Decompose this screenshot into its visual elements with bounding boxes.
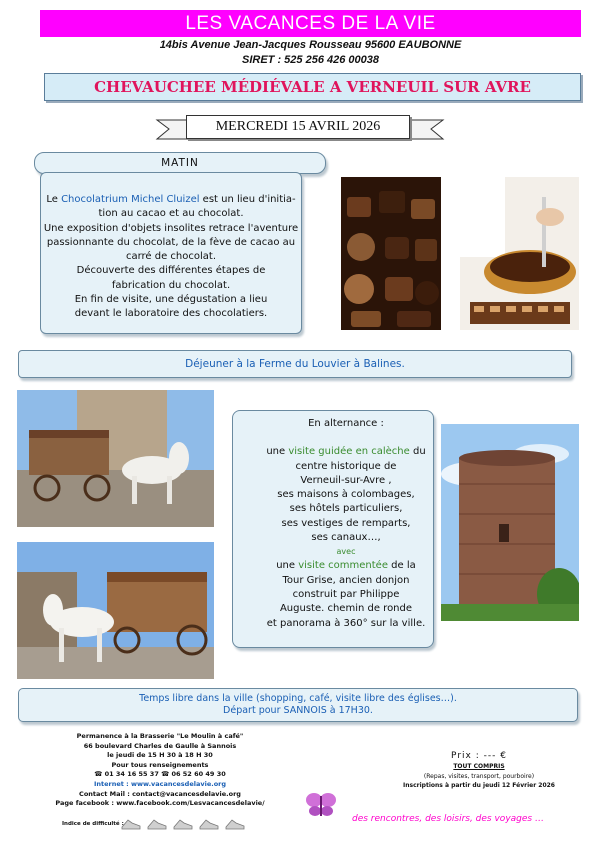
difficulty-label: Indice de difficulté : (62, 821, 124, 827)
afternoon-text: En alternance : une visite guidée en calèche du centre historique de Verneuil-sur-Avre , ses maisons à colombages, ses hôtels particuliers, ses vestiges de remparts, ses canaux…, avec une visite commentée de la Tour Grise, ancien donjon construit par Philippe Auguste. chemin de ronde et panorama à 360° sur la ville. (261, 417, 431, 631)
tout-compris-label: TOUT COMPRIS (453, 763, 505, 770)
free-time-line1: Temps libre dans la ville (shopping, café, visite libre des églises…). (139, 693, 457, 704)
footer-contact: Permanence à la Brasserie "Le Moulin à café" 66 boulevard Charles de Gaulle à Sannois le jeudi de 15 H 30 à 18 H 30 Pour tous renseignements ☎ 01 34 16 55 37 ☎ 06 52 60 49 30 Internet : www.vacancesdelavie.org Contact Mail : contact@vacancesdelavie.org Page facebook : www.facebook.com/Lesvacancesdelavie/ (40, 732, 280, 809)
carriage-photo-1 (17, 390, 214, 527)
event-date: MERCREDI 15 AVRIL 2026 (186, 115, 410, 139)
free-time-box (18, 688, 578, 722)
afternoon-heading: En alternance : (308, 418, 384, 429)
morning-box (40, 172, 302, 334)
footer-price: Prix : --- € TOUT COMPRIS (Repas, visites, transport, pourboire) Inscriptions à partir du jeudi 12 Février 2026 (384, 750, 574, 791)
avec-label: avec (336, 547, 356, 557)
org-siret: SIRET : 525 256 426 00038 (242, 54, 379, 66)
event-title: CHEVAUCHEE MÉDIÉVALE A VERNEUIL SUR AVRE (44, 73, 581, 101)
free-time-text (19, 689, 577, 717)
chocolatier-photo (460, 177, 579, 330)
carriage-photo-2 (17, 542, 214, 679)
org-address: 14bis Avenue Jean-Jacques Rousseau 95600 EAUBONNE (159, 39, 462, 51)
registration-label: Inscriptions à partir du jeudi 12 Février 2026 (403, 782, 555, 790)
tower-photo (441, 424, 579, 621)
slogan: des rencontres, des loisirs, des voyages … (352, 814, 544, 824)
afternoon-box (232, 410, 434, 648)
morning-text: Le Chocolatrium Michel Cluizel est un lieu d'initia- tion au cacao et au chocolat. Une exposition d'objets insolites retrace l'aventure passionnante du chocolat, de la fève de cacao au carré de chocolat. Découverte des différentes étapes de fabrication du chocolat. En fin de visite, une dégustation a lieu devant le laboratoire des chocolatiers. (43, 194, 299, 320)
chocolates-photo (341, 177, 441, 330)
lunch-box (18, 350, 572, 378)
morning-heading-scroll (34, 152, 326, 174)
org-banner: LES VACANCES DE LA VIE (40, 10, 581, 37)
butterfly-logo-icon (305, 790, 337, 820)
email-link[interactable]: Contact Mail : contact@vacancesdelavie.org (79, 789, 241, 798)
price-label: Prix : --- € (451, 751, 507, 761)
departure-line: Départ pour SANNOIS à 17H30. (223, 705, 373, 716)
lunch-text: Déjeuner à la Ferme du Louvier à Balines. (185, 358, 405, 370)
facebook-link[interactable]: Page facebook : www.facebook.com/Lesvacancesdelavie/ (55, 799, 265, 808)
difficulty-shoes-icon (118, 815, 246, 833)
caleche-label: visite guidée en calèche (288, 446, 410, 458)
chocolatrium-name: Chocolatrium Michel Cluizel (61, 194, 200, 205)
website-link[interactable]: Internet : www.vacancesdelavie.org (93, 779, 227, 788)
visite-commentee-label: visite commentée (298, 560, 388, 572)
morning-heading: MATIN (161, 157, 199, 169)
